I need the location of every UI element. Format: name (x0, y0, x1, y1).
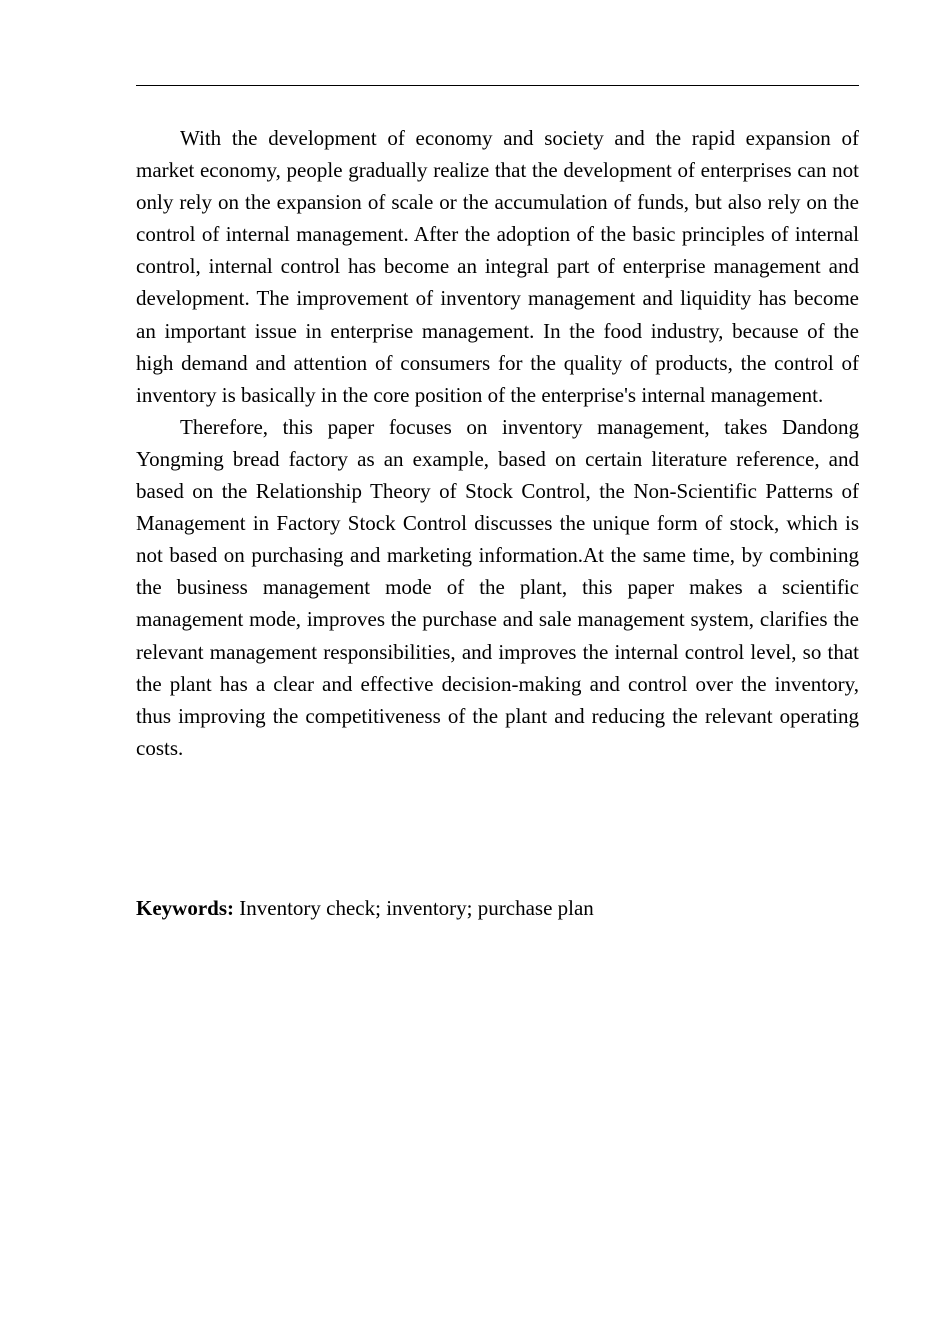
header-rule (136, 85, 859, 86)
abstract-paragraph-2: Therefore, this paper focuses on inventory management, takes Dandong Yongming bread factory as an example, based on certain literature reference, and based on the Relationship Theory of Stock Control, the Non-Scientific Patterns of Management in Factory Stock Control discusses the unique form of stock, which is not based on purchasing and marketing information.At the same time, by combining the business management mode of the plant, this paper makes a scientific management mode, improves the purchase and sale management system, clarifies the relevant management responsibilities, and improves the internal control level, so that the plant has a clear and effective decision-making and control over the inventory, thus improving the competitiveness of the plant and reducing the relevant operating costs. (136, 414, 859, 760)
abstract-paragraph-1: With the development of economy and society and the rapid expansion of market economy, people gradually realize that the development of enterprises can not only rely on the expansion of scale or the accumulation of funds, but also rely on the control of internal management. After the adoption of the basic principles of internal control, internal control has become an integral part of enterprise management and development. The improvement of inventory management and liquidity has become an important issue in enterprise management. In the food industry, because of the high demand and attention of consumers for the quality of products, the control of inventory is basically in the core position of the enterprise's internal management. (136, 126, 859, 407)
keywords-label: Keywords: (136, 896, 234, 920)
abstract-body (136, 122, 859, 764)
keywords-value: Inventory check; inventory; purchase plan (234, 896, 594, 920)
keywords-line (136, 892, 859, 924)
